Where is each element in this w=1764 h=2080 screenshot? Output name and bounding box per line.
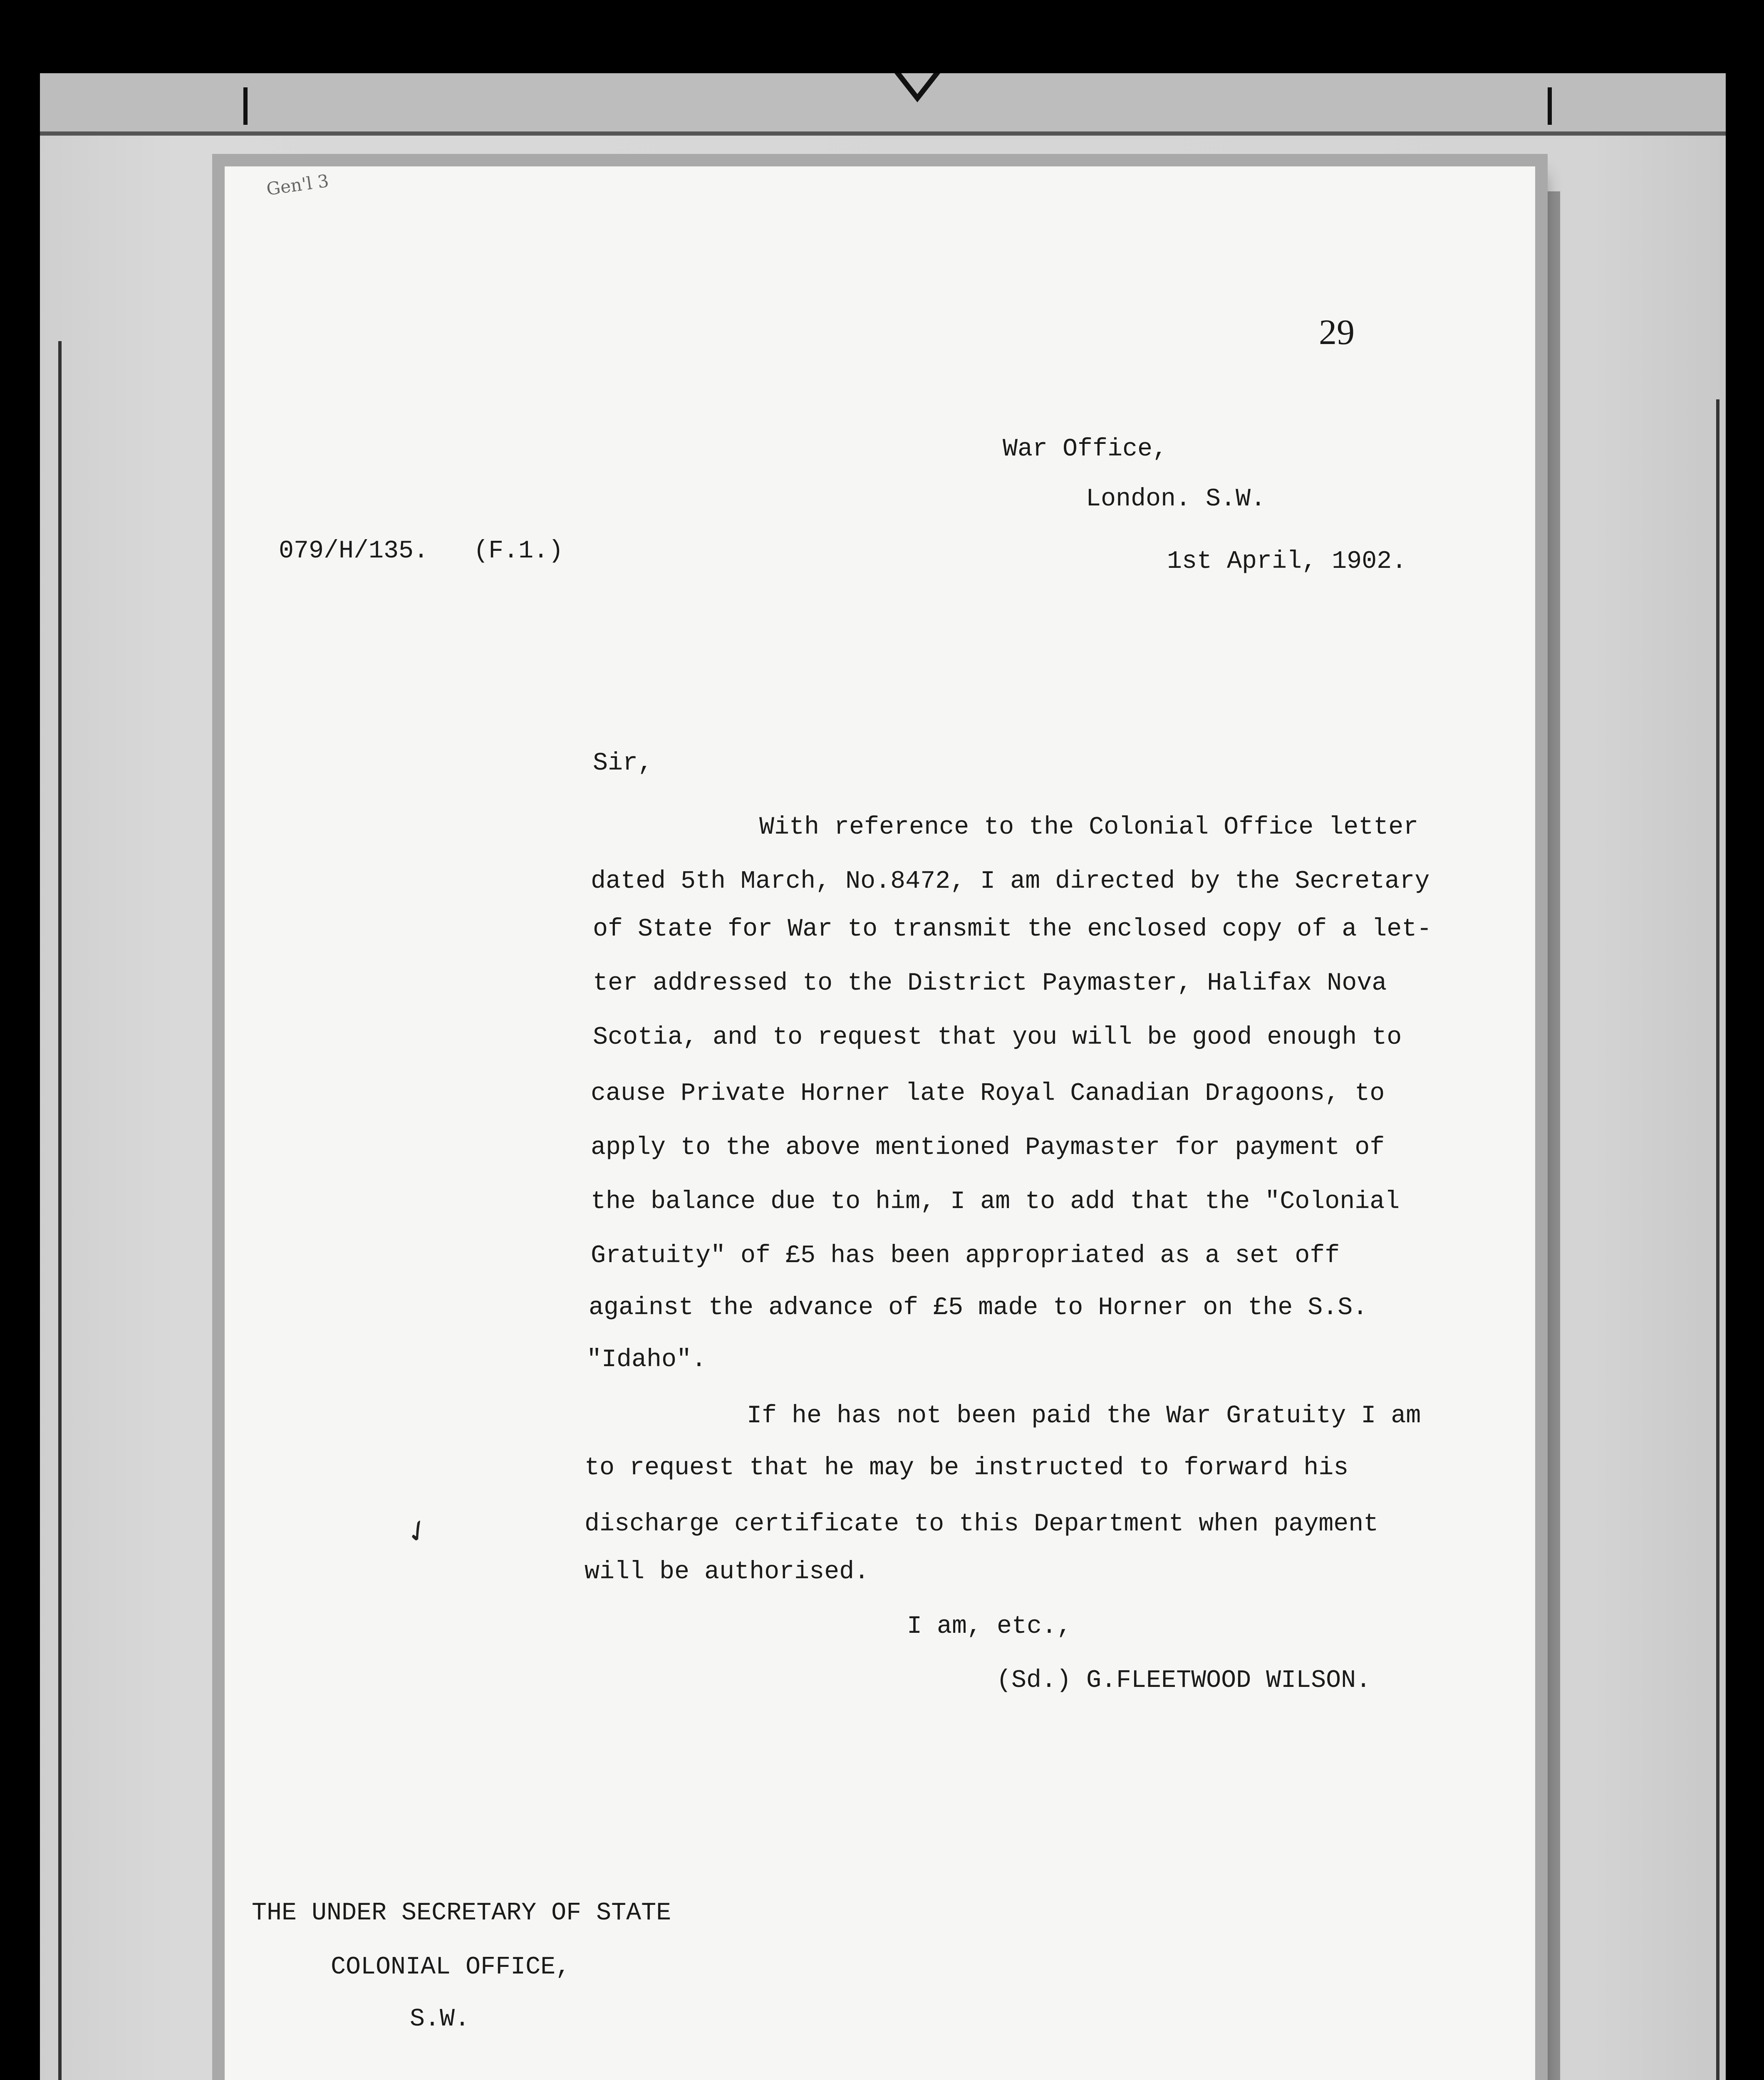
body-line: cause Private Horner late Royal Canadian Dragoons, to <box>591 1080 1385 1108</box>
film-right-edge-line <box>1716 399 1719 2080</box>
check-mark-icon: ✓ <box>399 1510 437 1553</box>
recipient-line-1: THE UNDER SECRETARY OF STATE <box>252 1899 671 1927</box>
sender-address-line-2: London. S.W. <box>1086 485 1266 513</box>
body-line: dated 5th March, No.8472, I am directed by the Secretary <box>591 867 1430 896</box>
film-top-strip <box>40 73 1726 136</box>
letter-date: 1st April, 1902. <box>1167 547 1407 576</box>
letter-sheet <box>225 166 1535 2080</box>
film-notch-inner <box>901 73 934 94</box>
body-line: discharge certificate to this Department when payment <box>585 1510 1379 1538</box>
paper-edge-shadow <box>1535 191 1560 2080</box>
body-line: against the advance of £5 made to Horner on the S.S. <box>589 1294 1368 1322</box>
recipient-line-2: COLONIAL OFFICE, <box>331 1953 571 1981</box>
signature: (Sd.) G.FLEETWOOD WILSON. <box>996 1666 1371 1695</box>
body-line: will be authorised. <box>585 1558 870 1586</box>
closing: I am, etc., <box>907 1612 1072 1641</box>
body-line: of State for War to transmit the enclosed copy of a let- <box>593 915 1432 943</box>
body-line: With reference to the Colonial Office letter <box>759 813 1419 842</box>
body-line: If he has not been paid the War Gratuity I am <box>747 1402 1421 1430</box>
body-line: apply to the above mentioned Paymaster for payment of <box>591 1134 1385 1162</box>
body-line: ter addressed to the District Paymaster, Halifax Nova <box>593 969 1387 998</box>
body-line: "Idaho". <box>587 1346 707 1374</box>
body-line: Scotia, and to request that you will be good enough to <box>593 1023 1402 1052</box>
pencil-annotation: Gen'l 3 <box>265 170 330 200</box>
film-left-edge-line <box>58 341 62 2080</box>
reference-number: 079/H/135. (F.1.) <box>279 537 564 565</box>
film-tick-left <box>243 87 248 125</box>
body-line: the balance due to him, I am to add that the "Colonial <box>591 1188 1400 1216</box>
film-tick-right <box>1548 87 1552 125</box>
page-number: 29 <box>1319 312 1355 352</box>
recipient-line-3: S.W. <box>410 2005 470 2033</box>
sender-address-line-1: War Office, <box>1003 435 1168 463</box>
body-line: to request that he may be instructed to forward his <box>585 1454 1349 1482</box>
body-line: Gratuity" of £5 has been appropriated as a set off <box>591 1242 1340 1270</box>
salutation: Sir, <box>593 749 653 778</box>
